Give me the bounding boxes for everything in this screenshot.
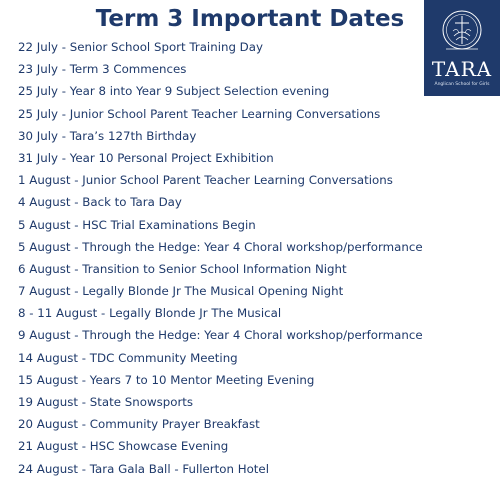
date-item: 25 July - Junior School Parent Teacher Learning Conversations: [18, 106, 381, 121]
date-item: 14 August - TDC Community Meeting: [18, 350, 238, 365]
date-item: 19 August - State Snowsports: [18, 395, 194, 409]
date-item: 20 August - Community Prayer Breakfast: [18, 417, 260, 432]
date-item: 21 August - HSC Showcase Evening: [18, 439, 229, 454]
date-item: 5 August - HSC Trial Examinations Begin: [18, 217, 256, 232]
crest-icon: [424, 0, 500, 60]
date-item: 7 August - Legally Blonde Jr The Musical Opening Night: [18, 284, 344, 299]
date-item: 22 July - Senior School Sport Training Day: [18, 40, 263, 54]
dates-list: [18, 36, 422, 480]
date-item: 5 August - Through the Hedge: Year 4 Choral workshop/performance: [18, 239, 423, 254]
page-title: Term 3 Important Dates: [95, 6, 405, 32]
date-item: 9 August - Through the Hedge: Year 4 Choral workshop/performance: [18, 328, 423, 343]
logo-wordmark: TARA: [431, 57, 493, 81]
logo-subtitle: Anglican School for Girls: [434, 82, 490, 87]
date-item: 1 August - Junior School Parent Teacher Learning Conversations: [18, 173, 393, 188]
date-item: 4 August - Back to Tara Day: [18, 195, 182, 210]
date-item: 8 - 11 August - Legally Blonde Jr The Musical: [18, 306, 282, 321]
date-item: 6 August - Transition to Senior School Information Night: [18, 261, 347, 276]
date-item: 31 July - Year 10 Personal Project Exhibition: [18, 150, 274, 165]
date-item: 15 August - Years 7 to 10 Mentor Meeting Evening: [18, 372, 315, 387]
school-logo: [424, 0, 500, 96]
date-item: 30 July - Tara’s 127th Birthday: [18, 128, 197, 143]
date-item: 23 July - Term 3 Commences: [18, 62, 187, 77]
date-item: 25 July - Year 8 into Year 9 Subject Selection evening: [18, 84, 330, 99]
date-item: 24 August - Tara Gala Ball - Fullerton Hotel: [18, 461, 269, 476]
